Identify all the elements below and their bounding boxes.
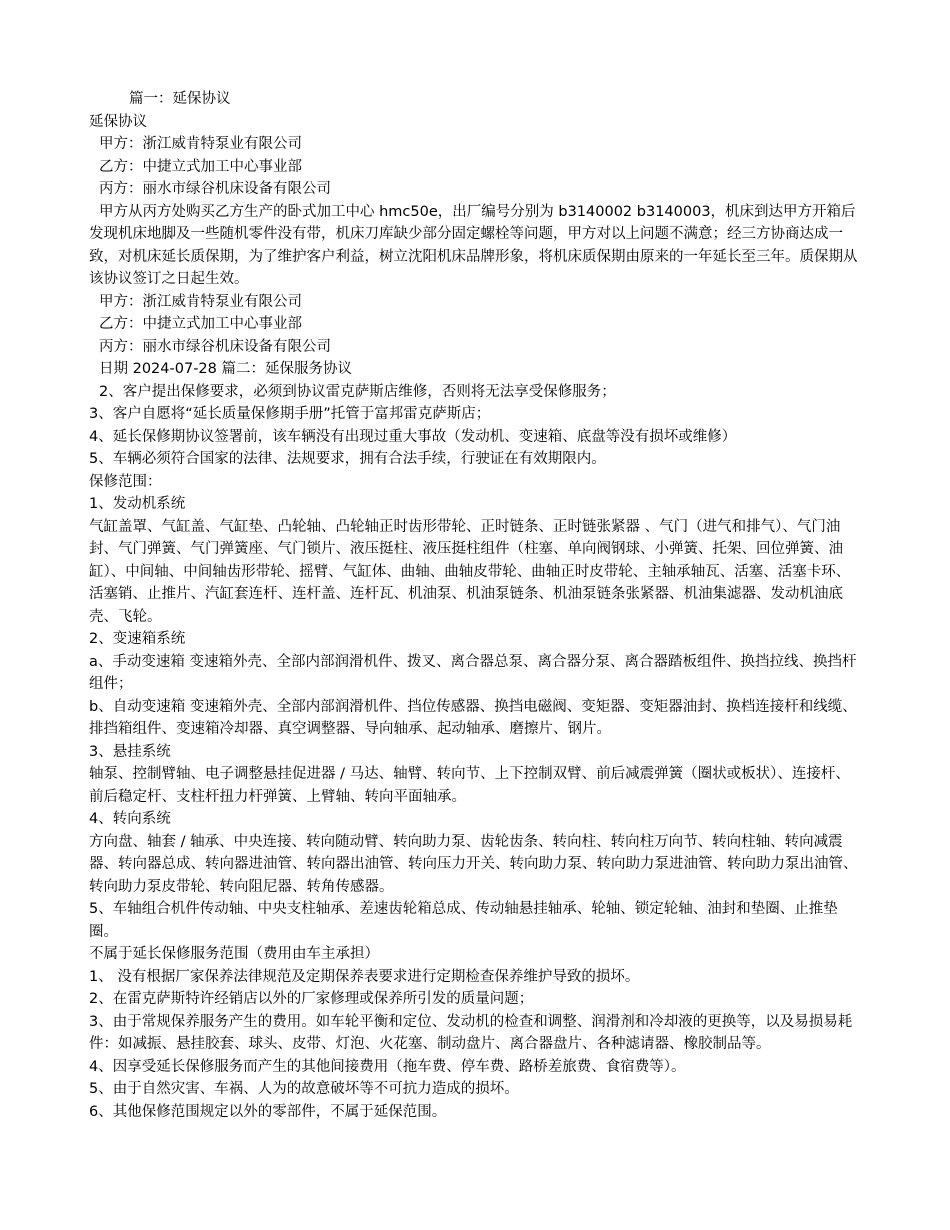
engine-text: 气缸盖罩、气缸盖、气缸垫、凸轮轴、凸轮轴正时齿形带轮、正时链条、正时链张紧器 、气门（进气和排气）、气门油封、气门弹簧、气门弹簧座、气门锁片、液压挺柱、液压挺柱组件（柱塞、单向阀钢球、小弹簧、托架、回位弹簧、油缸）、中间轴、中间轴齿形带轮、摇臂、气缸体、曲轴、曲轴皮带轮、曲轴正时皮带轮、主轴承轴瓦、活塞、活塞卡环、活塞销、止推片、汽缸套连杆、连杆盖、连杆瓦、机油泵、机油泵链条、机油泵链条张紧器、机油集滤器、发动机油底壳、飞轮。 xyxy=(89,518,851,625)
scope-heading: 保修范围： xyxy=(89,473,162,490)
gearbox-auto: b、自动变速箱 变速箱外壳、全部内部润滑机件、挡位传感器、换挡电磁阀、变矩器、变矩器油封、换档连接杆和线缆、排挡箱组件、变速箱冷却器、真空调整器、导向轴承、起动轴承、磨擦片、钢片。 xyxy=(89,698,857,737)
exclusion-1: 1、 没有根据厂家保养法律规范及定期保养表要求进行定期检查保养维护导致的损坏。 xyxy=(89,968,640,985)
suspension-text: 轴泵、控制臂轴、电子调整悬挂促进器 / 马达、轴臂、转向节、上下控制双臂、前后减震弹簧（圈状或板状）、连接杆、前后稳定杆、支柱杆扭力杆弹簧、上臂轴、转向平面轴承。 xyxy=(89,766,850,805)
exclusion-2: 2、在雷克萨斯特许经销店以外的厂家修理或保养所引发的质量问题； xyxy=(89,991,534,1007)
exclusion-5: 5、由于自然灾害、车祸、人为的故意破坏等不可抗力造成的损坏。 xyxy=(89,1081,519,1097)
gearbox-heading: 2、变速箱系统 xyxy=(89,631,186,647)
clause-3: 3、客户自愿将“延长质量保修期手册”托管于富邦雷克萨斯店； xyxy=(89,406,491,422)
engine-heading: 1、发动机系统 xyxy=(89,496,186,512)
agreement-body: 甲方从丙方处购买乙方生产的卧式加工中心 hmc50e，出厂编号分别为 b3140002 b3140003，机床到达甲方开箱后发现机床地脚及一些随机零件没有带，机床刀库缺少部分固定螺栓等问题，甲方对以上问题不满意；经三方协商达成一致，对机床延长质保期，为了维护客户利益，树立沈阳机床品牌形象，将机床质保期由原来的一年延长至三年。质保期从该协议签订之日起生效。 xyxy=(89,203,858,287)
exclusion-6: 6、其他保修范围规定以外的零部件，不属于延保范围。 xyxy=(89,1103,447,1120)
date-line: 日期 2024-07-28 篇二：延保服务协议 xyxy=(99,361,352,377)
document-page xyxy=(89,88,864,1123)
gearbox-manual: a、手动变速箱 变速箱外壳、全部内部润滑机件、拨叉、离合器总泵、离合器分泵、离合器踏板组件、换挡拉线、换挡杆组件； xyxy=(89,653,857,692)
clause-2: 2、客户提出保修要求，必须到协议雷克萨斯店维修，否则将无法享受保修服务； xyxy=(99,383,616,400)
section1-heading: 篇一：延保协议 xyxy=(129,91,231,107)
exclusion-heading: 不属于延长保修服务范围（费用由车主承担） xyxy=(89,946,379,962)
party-b: 乙方：中捷立式加工中心事业部 xyxy=(99,158,302,175)
exclusion-4: 4、因享受延长保修服务而产生的其他间接费用（拖车费、停车费、路桥差旅费、食宿费等）。 xyxy=(89,1058,686,1075)
sign-party-a: 甲方：浙江威肯特泵业有限公司 xyxy=(99,293,302,310)
clause-4: 4、延长保修期协议签署前，该车辆没有出现过重大事故（发动机、变速箱、底盘等没有损坏或维修） xyxy=(89,428,737,445)
suspension-heading: 3、悬挂系统 xyxy=(89,743,171,760)
exclusion-3: 3、由于常规保养服务产生的费用。如车轮平衡和定位、发动机的检查和调整、润滑剂和冷却液的更换等，以及易损易耗件：如减振、悬挂胶套、球头、皮带、灯泡、火花塞、制动盘片、离合器盘片、各种滤请器、橡胶制品等。 xyxy=(89,1013,853,1052)
party-c: 丙方：丽水市绿谷机床设备有限公司 xyxy=(99,181,331,197)
sign-party-b: 乙方：中捷立式加工中心事业部 xyxy=(99,316,302,332)
sign-party-c: 丙方：丽水市绿谷机床设备有限公司 xyxy=(99,338,331,355)
agreement-title: 延保协议 xyxy=(89,113,147,130)
party-a: 甲方：浙江威肯特泵业有限公司 xyxy=(99,136,302,152)
steering-text: 方向盘、轴套 / 轴承、中央连接、转向随动臂、转向助力泵、齿轮齿条、转向柱、转向柱万向节、转向柱轴、转向减震器、转向器总成、转向器进油管、转向器出油管、转向压力开关、转向助力泵、转向助力泵进油管、转向助力泵出油管、转向助力泵皮带轮、转向阻尼器、转角传感器。 xyxy=(89,833,858,895)
steering-heading: 4、转向系统 xyxy=(89,811,171,827)
axle-text: 5、车轴组合机件传动轴、中央支柱轴承、差速齿轮箱总成、传动轴悬挂轴承、轮轴、锁定轮轴、油封和垫圈、止推垫圈。 xyxy=(89,901,838,940)
clause-5: 5、车辆必须符合国家的法律、法规要求，拥有合法手续，行驶证在有效期限内。 xyxy=(89,451,606,467)
